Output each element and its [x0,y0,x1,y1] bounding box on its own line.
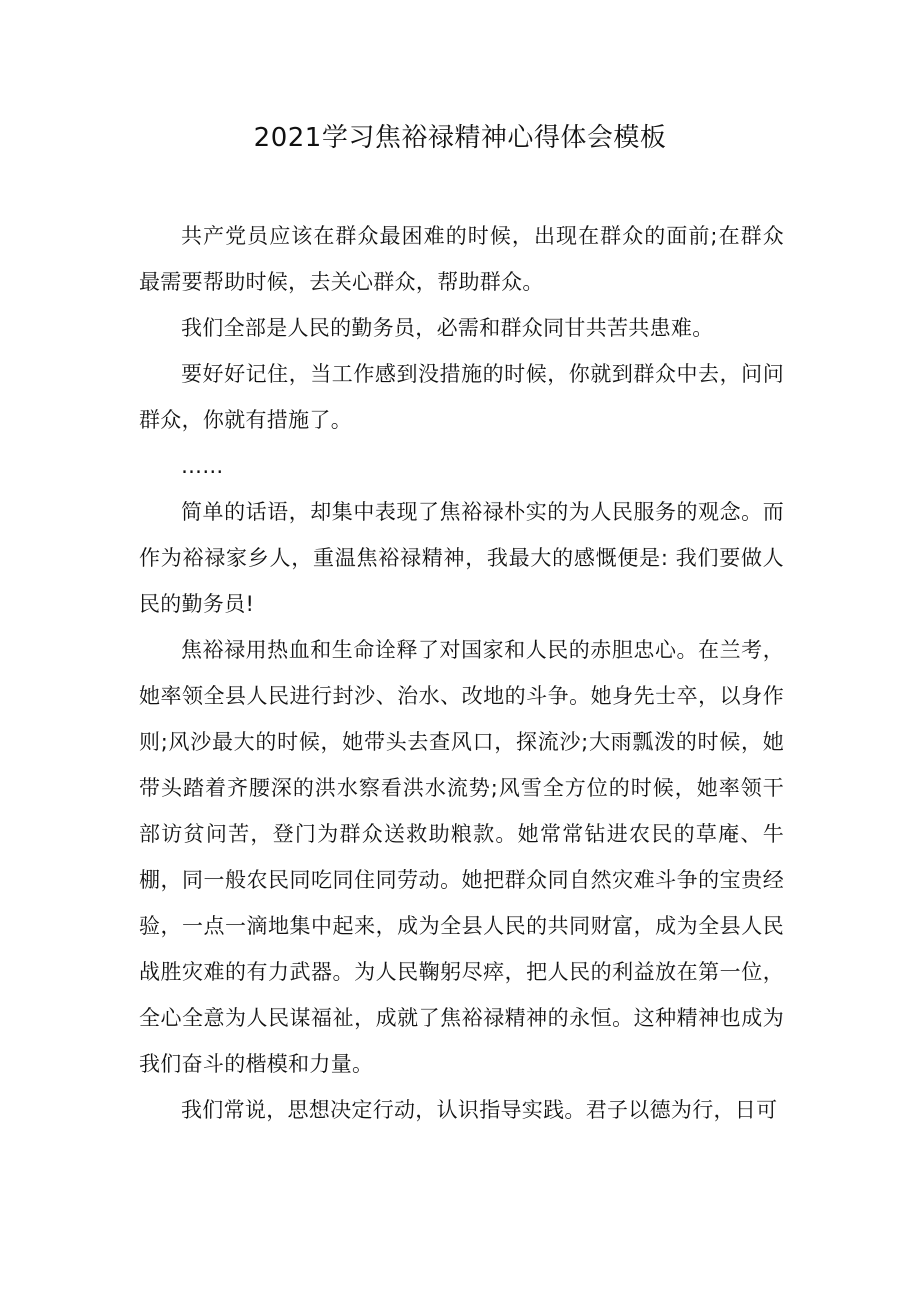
document-body [139,213,784,1133]
paragraph-5: 焦裕禄用热血和生命诠释了对国家和人民的赤胆忠心。在兰考，她率领全县人民进行封沙、治水、改地的斗争。她身先士卒，以身作则;风沙最大的时候，她带头去查风口，探流沙;大雨瓢泼的时候，她带头踏着齐腰深的洪水察看洪水流势;风雪全方位的时候，她率领干部访贫问苦，登门为群众送救助粮款。她常常钻进农民的草庵、牛棚，同一般农民同吃同住同劳动。她把群众同自然灾难斗争的宝贵经验，一点一滴地集中起来，成为全县人民的共同财富，成为全县人民战胜灾难的有力武器。为人民鞠躬尽瘁，把人民的利益放在第一位，全心全意为人民谋福祉，成就了焦裕禄精神的永恒。这种精神也成为我们奋斗的楷模和力量。 [139,638,784,1076]
paragraph-3: 要好好记住，当工作感到没措施的时候，你就到群众中去，问问群众，你就有措施了。 [139,362,784,432]
ellipsis-paragraph: …… [181,454,224,478]
document-title: 2021学习焦裕禄精神心得体会模板 [253,123,667,153]
paragraph-2: 我们全部是人民的勤务员，必需和群众同甘共苦共患难。 [181,316,714,340]
paragraph-1: 共产党员应该在群众最困难的时候，出现在群众的面前;在群众最需要帮助时候，去关心群众，帮助群众。 [139,224,784,294]
paragraph-6: 我们常说，思想决定行动，认识指导实践。君子以德为行，日可 [181,1098,778,1122]
paragraph-4: 简单的话语，却集中表现了焦裕禄朴实的为人民服务的观念。而作为裕禄家乡人，重温焦裕禄精神，我最大的感慨便是: 我们要做人民的勤务员! [139,500,784,616]
